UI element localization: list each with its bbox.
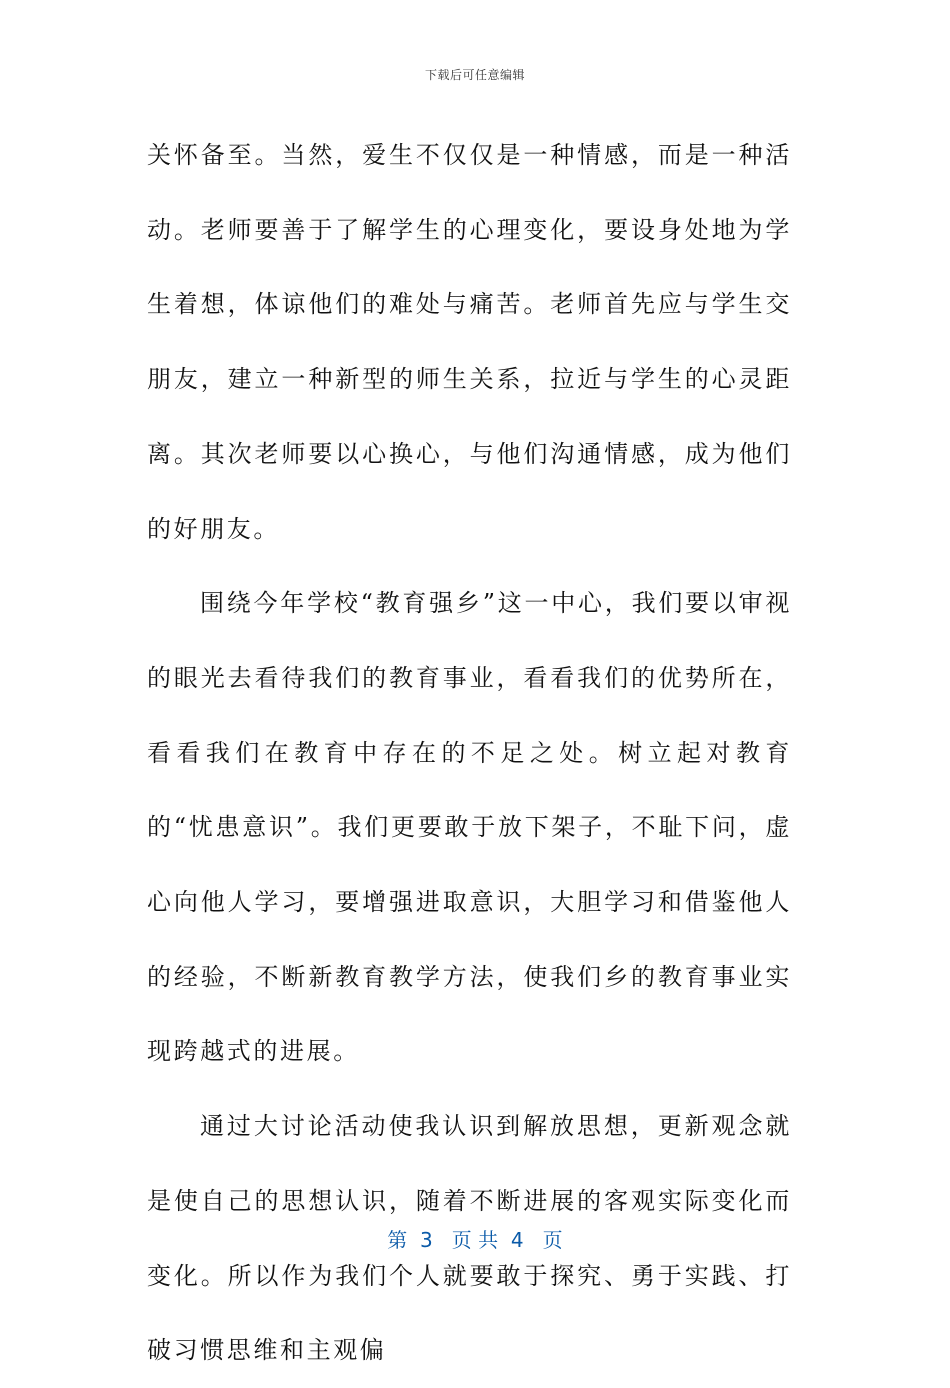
paragraph-1: 关怀备至。当然，爱生不仅仅是一种情感，而是一种活动。老师要善于了解学生的心理变化，要设身处地为学生着想，体谅他们的难处与痛苦。老师首先应与学生交朋友，建立一种新型的师生关系，拉近与学生的心灵距离。其次老师要以心换心，与他们沟通情感，成为他们的好朋友。 bbox=[147, 141, 792, 543]
header-note: 下载后可任意编辑 bbox=[424, 68, 525, 82]
page-number-footer: 第 3 页 共 4 页 bbox=[387, 1228, 563, 1252]
paragraph-2: 围绕今年学校“教育强乡”这一中心，我们要以审视的眼光去看待我们的教育事业，看看我们的优势所在，看看我们在教育中存在的不足之处。树立起对教育的“忧患意识”。我们更要敢于放下架子，不耻下问，虚心向他人学习，要增强进取意识，大胆学习和借鉴他人的经验，不断新教育教学方法，使我们乡的教育事业实现跨越式的进展。 bbox=[147, 589, 792, 1066]
document-body bbox=[147, 118, 792, 1388]
paragraph-3: 通过大讨论活动使我认识到解放思想，更新观念就是使自己的思想认识，随着不断进展的客观实际变化而变化。所以作为我们个人就要敢于探究、勇于实践、打破习惯思维和主观偏 bbox=[147, 1112, 792, 1365]
